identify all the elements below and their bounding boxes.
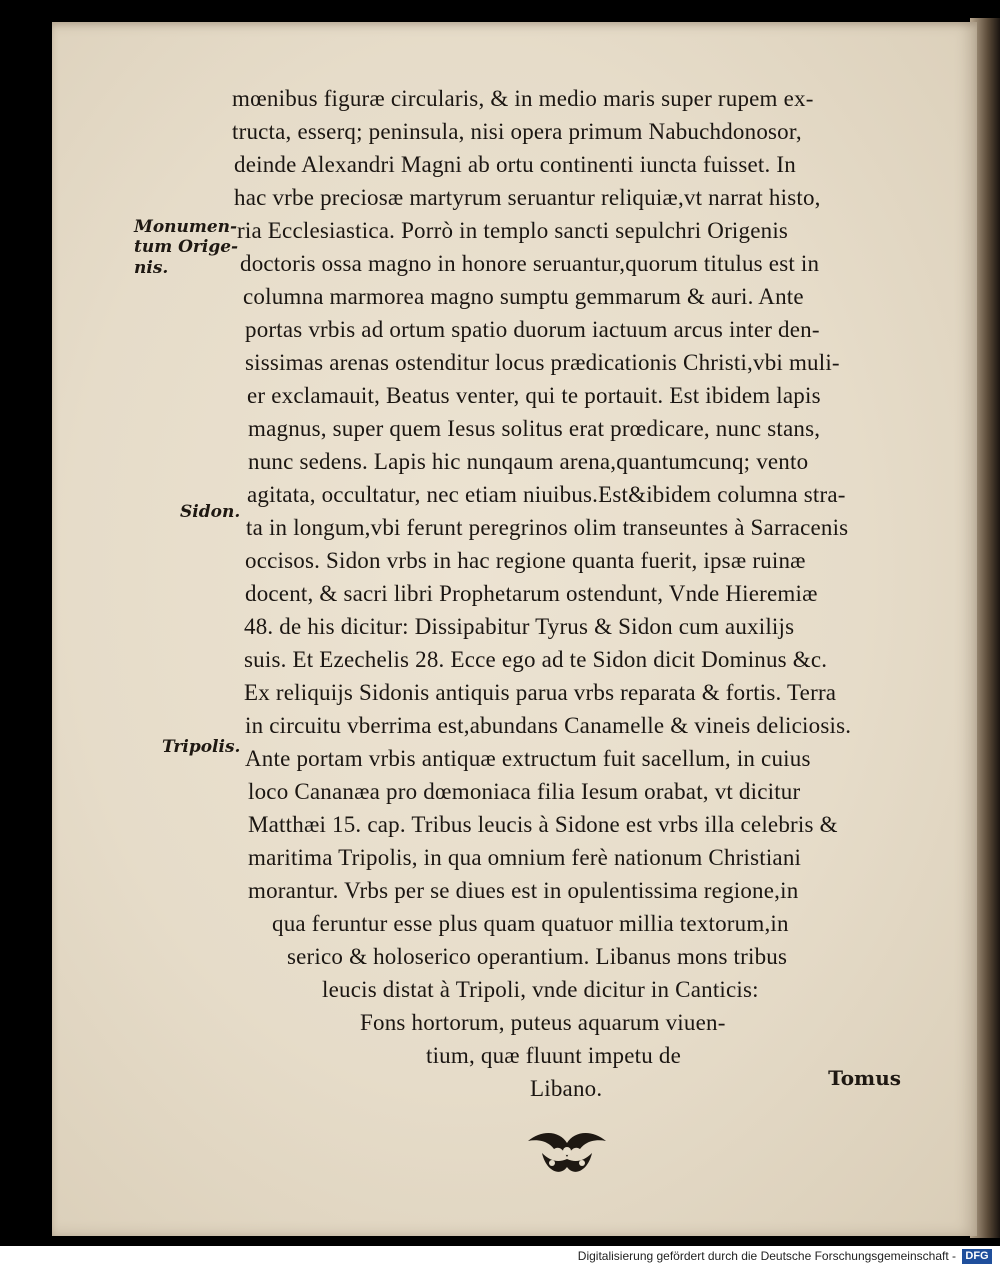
text-line: Matthæi 15. cap. Tribus leucis à Sidone est vrbs illa celebris & xyxy=(248,812,838,837)
text-line: mœnibus figuræ circularis, & in medio maris super rupem ex- xyxy=(232,86,814,111)
text-line: doctoris ossa magno in honore seruantur,quorum titulus est in xyxy=(240,251,820,276)
text-line: Ex reliquijs Sidonis antiquis parua vrbs reparata & fortis. Terra xyxy=(244,680,837,705)
text-line: tructa, esserq; peninsula, nisi opera primum Nabuchdonosor, xyxy=(232,119,802,144)
text-line: deinde Alexandri Magni ab ortu continenti iuncta fuisset. In xyxy=(234,152,796,177)
text-line: morantur. Vrbs per se diues est in opulentissima regione,in xyxy=(248,878,799,903)
text-line: serico & holoserico operantium. Libanus mons tribus xyxy=(287,944,788,969)
book-page xyxy=(52,22,977,1236)
text-line: occisos. Sidon vrbs in hac regione quanta fuerit, ipsæ ruinæ xyxy=(245,548,806,573)
text-line: suis. Et Ezechelis 28. Ecce ego ad te Sidon dicit Dominus &c. xyxy=(244,647,828,672)
text-line: Fons hortorum, puteus aquarum viuen- xyxy=(360,1010,726,1035)
text-line: maritima Tripolis, in qua omnium ferè nationum Christiani xyxy=(248,845,802,870)
text-line: ria Ecclesiastica. Porrò in templo sancti sepulchri Origenis xyxy=(237,218,789,243)
text-line: Libano. xyxy=(530,1076,603,1101)
text-line: qua feruntur esse plus quam quatuor millia textorum,in xyxy=(272,911,789,936)
digitization-footer xyxy=(0,1246,1000,1268)
text-line: in circuitu vberrima est,abundans Canamelle & vineis deliciosis. xyxy=(245,713,852,738)
text-line: tium, quæ fluunt impetu de xyxy=(426,1043,681,1068)
text-line: docent, & sacri libri Prophetarum ostendunt, Vnde Hieremiæ xyxy=(245,581,818,606)
dfg-logo: DFG xyxy=(962,1249,992,1264)
text-line: leucis distat à Tripoli, vnde dicitur in Canticis: xyxy=(322,977,759,1002)
funding-credit: Digitalisierung gefördert durch die Deutsche Forschungsgemeinschaft - xyxy=(577,1249,956,1263)
text-line: 48. de his dicitur: Dissipabitur Tyrus & Sidon cum auxilijs xyxy=(244,614,795,639)
text-line: er exclamauit, Beatus venter, qui te portauit. Est ibidem lapis xyxy=(247,383,821,408)
text-line: nunc sedens. Lapis hic nunqaum arena,quantumcunq; vento xyxy=(248,449,809,474)
text-line: agitata, occultatur, nec etiam niuibus.Est&ibidem columna stra- xyxy=(247,482,846,507)
text-line: hac vrbe preciosæ martyrum seruantur reliquiæ,vt narrat histo, xyxy=(234,185,821,210)
text-line: Ante portam vrbis antiquæ extructum fuit sacellum, in cuius xyxy=(245,746,811,771)
text-line: magnus, super quem Iesus solitus erat prœdicare, nunc stans, xyxy=(248,416,821,441)
text-line: loco Cananæa pro dœmoniaca filia Iesum orabat, vt dicitur xyxy=(248,779,801,804)
text-line: columna marmorea magno sumptu gemmarum & auri. Ante xyxy=(243,284,804,309)
text-line: ta in longum,vbi ferunt peregrinos olim transeuntes à Sarracenis xyxy=(246,515,849,540)
text-line: portas vrbis ad ortum spatio duorum iactuum arcus inter den- xyxy=(245,317,820,342)
catchword: Tomus xyxy=(828,1066,901,1090)
marginal-note-origenes: Monumen- tum Orige- nis. xyxy=(134,217,239,278)
marginal-note-tripolis: Tripolis. xyxy=(162,737,241,757)
text-line: sissimas arenas ostenditur locus prædicationis Christi,vbi muli- xyxy=(245,350,840,375)
marginal-note-sidon: Sidon. xyxy=(180,502,241,522)
floral-ornament xyxy=(522,1127,612,1181)
